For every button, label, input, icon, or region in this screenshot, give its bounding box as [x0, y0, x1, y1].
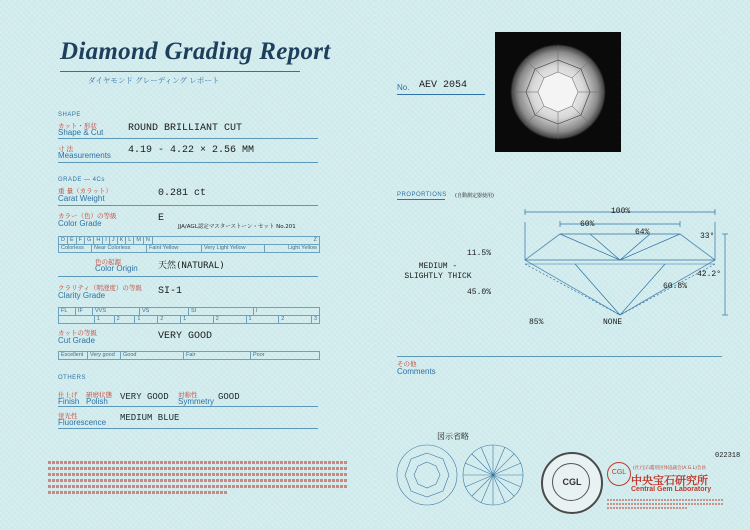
color-scale-h: H [94, 237, 103, 244]
color-scale-m: M [134, 237, 144, 244]
fluorescence-label-jp: 蛍光性 [58, 412, 78, 420]
divider [58, 138, 318, 139]
section-proportions: PROPORTIONS [397, 192, 447, 198]
measurements-label-jp: 寸 法 [58, 145, 74, 153]
divider [58, 205, 318, 206]
clarity-subgrades [58, 315, 320, 324]
cut-very-good: Very good [88, 352, 121, 359]
proportion-diagram [505, 200, 735, 325]
carat-label-jp: 重 量（カラット） [58, 187, 112, 195]
crown-height-value: 11.5% [467, 249, 492, 258]
clarity-vs: VS [140, 308, 189, 315]
section-grade: GRADE — 4Cs [58, 177, 105, 183]
i-1: 1 [247, 316, 280, 323]
proportions-note: (自動測定器使用) [455, 193, 494, 199]
fluorescence-value: MEDIUM BLUE [120, 413, 180, 423]
divider [58, 162, 318, 163]
finish-label-jp: 仕上げ [58, 391, 78, 399]
lab-name-jp: 中央宝石研究所 [631, 474, 708, 487]
lab-name-en: Central Gem Laboratory [631, 486, 712, 493]
shape-cut-label-jp: カット・形状 [58, 122, 97, 130]
cut-poor: Poor [253, 352, 265, 358]
color-scale-d: D [59, 237, 68, 244]
shape-cut-label-en: Shape & Cut [58, 128, 104, 137]
si-2: 2 [214, 316, 247, 323]
polish-value: VERY GOOD [120, 392, 169, 402]
cut-good: Good [121, 352, 184, 359]
si-1: 1 [181, 316, 214, 323]
color-label-jp: カラー（色）の等級 [58, 212, 117, 220]
lower-half-value: 85% [529, 318, 544, 327]
measurements-label-en: Measurements [58, 151, 111, 160]
culet-value: NONE [603, 318, 623, 327]
table-value: 60% [580, 220, 595, 229]
cut-excellent: Excellent [59, 352, 88, 359]
symmetry-value: GOOD [218, 392, 240, 402]
polish-label-en: Polish [86, 397, 108, 406]
scale-faint-yellow: Faint Yellow [147, 245, 202, 252]
color-value: E [158, 213, 165, 224]
clarity-si: SI [189, 308, 254, 315]
i-3: 3 [313, 316, 317, 322]
diamond-image [495, 32, 621, 152]
diamond-photo [495, 32, 621, 152]
fine-print [48, 458, 348, 497]
clarity-if: IF [76, 308, 93, 315]
color-scale-f: F [77, 237, 85, 244]
scale-near-colorless: Near Colorless [92, 245, 147, 252]
girdle-value: MEDIUM - SLIGHTLY THICK [404, 262, 472, 281]
origin-label-en: Color Origin [95, 264, 138, 273]
clarity-label-jp: クラリティ（明澄度）の等級 [58, 284, 142, 292]
clarity-i: I [256, 308, 258, 314]
title-underline [60, 71, 300, 72]
comments-label-en: Comments [397, 367, 436, 376]
star-value: 64% [635, 228, 650, 237]
cut-fair: Fair [184, 352, 251, 359]
lab-logo: CGL [607, 462, 631, 486]
vvs-2: 2 [115, 316, 136, 323]
crown-angle-value: 33° [700, 232, 715, 241]
cut-value: VERY GOOD [158, 331, 213, 342]
scale-light-yellow: Light Yellow [287, 245, 317, 251]
section-others: OTHERS [58, 375, 87, 381]
color-label-en: Color Grade [58, 219, 102, 228]
clarity-fl: FL [59, 308, 76, 315]
plot-diagrams [395, 440, 525, 510]
proportions-underline [397, 199, 445, 200]
report-no-label: No. [397, 83, 410, 92]
color-master-note: JJA/AGL認定マスターストーン・セット No.201 [178, 224, 296, 230]
vvs-1: 1 [95, 316, 115, 323]
scale-colorless: Colorless [59, 245, 92, 252]
color-scale-k: K [118, 237, 127, 244]
cut-scale [58, 351, 320, 360]
comments-label-jp: その他 [397, 360, 417, 368]
symmetry-label-en: Symmetry [178, 397, 214, 406]
symmetry-label-jp: 対称性 [178, 391, 198, 399]
color-scale-g: G [85, 237, 94, 244]
lab-association: (社)宝石鑑別団体協議会(A.G.L)会員 [633, 466, 706, 471]
scale-very-light-yellow: Very Light Yellow [202, 245, 265, 252]
comments-line [397, 356, 722, 357]
lab-address [607, 497, 723, 511]
color-scale-i: I [103, 237, 110, 244]
finish-label-en: Finish [58, 397, 80, 406]
vs-1: 1 [135, 316, 158, 323]
lab-seal: CGL [541, 452, 603, 514]
divider [58, 428, 318, 429]
polish-label-jp: 研磨状態 [86, 391, 112, 399]
color-scale-l: L [126, 237, 134, 244]
divider [58, 276, 318, 277]
pavilion-angle-value: 42.2° [697, 270, 722, 279]
origin-value: 天然(NATURAL) [158, 261, 225, 271]
report-no-underline [397, 94, 485, 95]
carat-label-en: Carat Weight [58, 194, 105, 203]
clarity-vvs: VVS [93, 308, 140, 315]
measurements-value: 4.19 - 4.22 × 2.56 MM [128, 145, 255, 156]
color-scale-e: E [68, 237, 77, 244]
shape-cut-value: ROUND BRILLIANT CUT [128, 123, 243, 134]
clarity-label-en: Clarity Grade [58, 291, 106, 300]
color-scale-j: J [110, 237, 118, 244]
i-2: 2 [279, 316, 312, 323]
fluorescence-label-en: Fluorescence [58, 418, 107, 427]
plot-omitted-label: 図示省略 [437, 432, 469, 441]
vs-2: 2 [158, 316, 181, 323]
pavilion-depth-value: 45.0% [467, 288, 492, 297]
cut-label-en: Cut Grade [58, 336, 95, 345]
report-no-value: AEV 2054 [419, 80, 468, 91]
right-page [375, 0, 750, 530]
total-depth-value: 60.8% [663, 282, 688, 291]
color-scale-labels [58, 244, 320, 253]
report-subtitle-jp: ダイヤモンド グレーディング レポート [88, 76, 220, 85]
carat-value: 0.281 ct [158, 188, 207, 199]
color-scale-z: Z [313, 237, 317, 243]
total-width-value: 100% [611, 207, 631, 216]
section-shape: SHAPE [58, 112, 81, 118]
cut-label-jp: カットの等級 [58, 329, 97, 337]
origin-label-jp: 色の起源 [95, 258, 121, 266]
clarity-value: SI-1 [158, 286, 183, 297]
color-scale-n: N [144, 237, 153, 244]
serial-number: 022318 [715, 452, 741, 460]
report-title: Diamond Grading Report [60, 38, 331, 65]
divider [58, 406, 318, 407]
